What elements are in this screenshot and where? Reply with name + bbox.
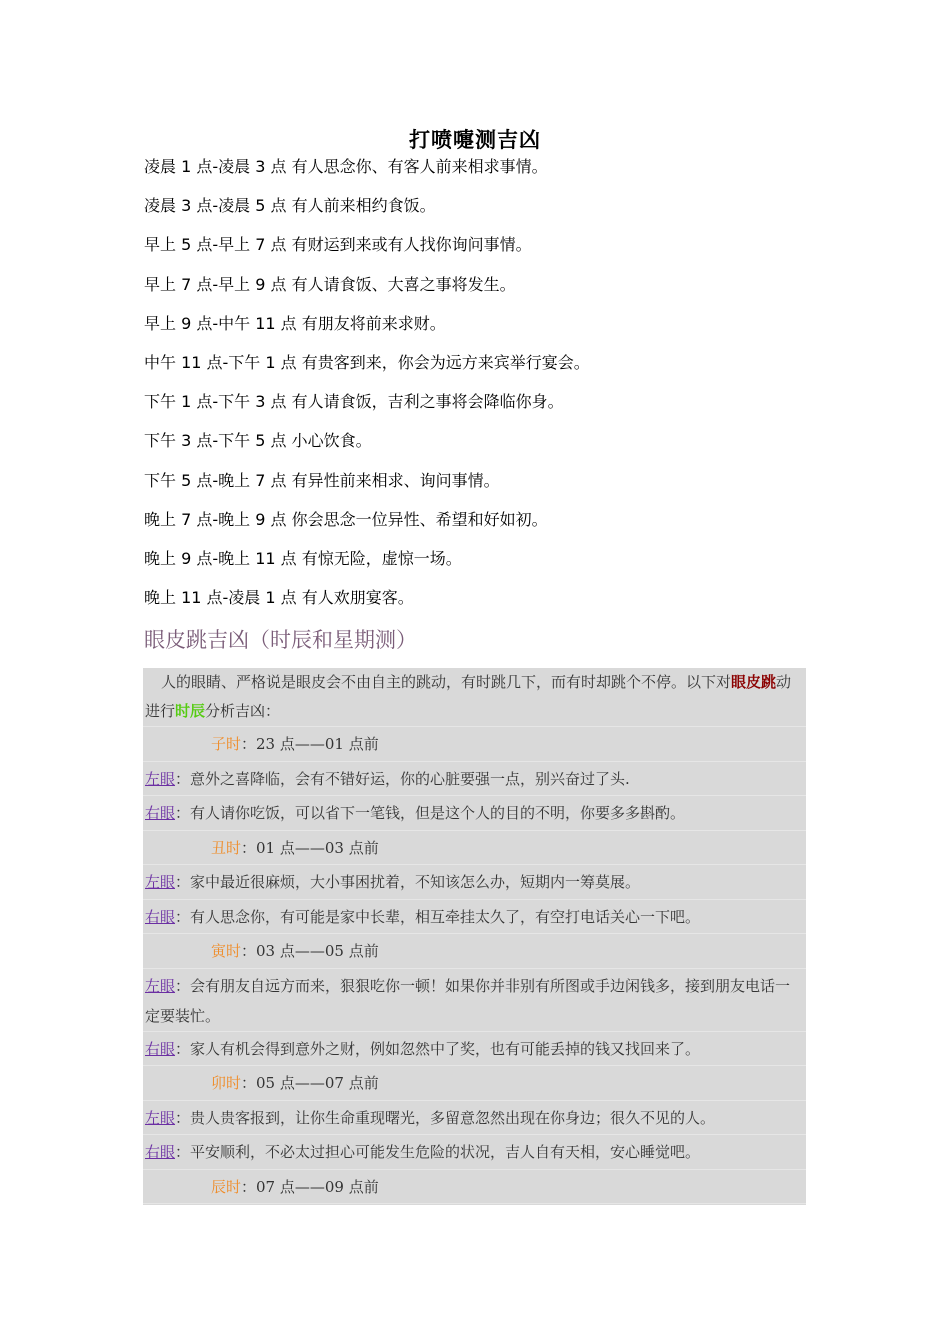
list-item: 下午 1 点-下午 3 点 有人请食饭，吉利之事将会降临你身。 <box>144 392 564 412</box>
section-heading: 眼皮跳吉凶（时辰和星期测） <box>144 628 417 652</box>
list-item: 早上 7 点-早上 9 点 有人请食饭、大喜之事将发生。 <box>144 274 516 294</box>
left-eye-row <box>143 762 806 797</box>
hour-name: 寅时 <box>211 942 242 960</box>
right-eye-text: ：平安顺利，不必太过担心可能发生危险的状况，吉人自有天相，安心睡觉吧。 <box>175 1143 701 1161</box>
hour-heading <box>143 1066 806 1101</box>
right-eye-link[interactable]: 右眼 <box>145 804 176 822</box>
list-item: 晚上 7 点-晚上 9 点 你会思念一位异性、希望和好如初。 <box>144 509 548 529</box>
hour-heading <box>143 727 806 762</box>
hour-heading <box>143 831 806 866</box>
intro-text: 人的眼睛、严格说是眼皮会不由自主的跳动，有时跳几下，而有时却跳个不停。以下对 <box>161 673 732 691</box>
left-eye-row <box>143 1101 806 1136</box>
keyword-hour-link[interactable]: 时辰 <box>175 702 206 720</box>
list-item: 凌晨 1 点-凌晨 3 点 有人思念你、有客人前来相求事情。 <box>144 157 548 176</box>
hour-range: ：23 点——01 点前 <box>241 735 379 753</box>
left-eye-link[interactable]: 左眼 <box>145 873 176 891</box>
right-eye-row <box>143 796 806 831</box>
hour-range: ：03 点——05 点前 <box>241 942 379 960</box>
list-item: 早上 9 点-中午 11 点 有朋友将前来求财。 <box>144 313 446 333</box>
list-item: 晚上 11 点-凌晨 1 点 有人欢朋宴客。 <box>144 588 414 608</box>
list-item: 下午 3 点-下午 5 点 小心饮食。 <box>144 431 372 451</box>
eye-twitch-panel <box>143 668 806 1205</box>
list-item: 下午 5 点-晚上 7 点 有异性前来相求、询问事情。 <box>144 470 500 490</box>
sneeze-list <box>144 155 844 625</box>
left-eye-row <box>143 969 806 1032</box>
hour-heading <box>143 934 806 969</box>
list-item: 中午 11 点-下午 1 点 有贵客到来，你会为远方来宾举行宴会。 <box>144 352 590 372</box>
left-eye-text: ：家中最近很麻烦，大小事困扰着，不知该怎么办，短期内一筹莫展。 <box>175 873 641 891</box>
right-eye-row <box>143 1135 806 1170</box>
right-eye-link[interactable]: 右眼 <box>145 1039 176 1058</box>
left-eye-text: ：会有朋友自远方而来，狠狠吃你一顿！如果你并非别有所图或手边闲钱多，接到朋友电话一定要装忙。 <box>145 976 791 1025</box>
left-eye-text: ：贵人贵客报到，让你生命重现曙光，多留意忽然出现在你身边；很久不见的人。 <box>175 1108 716 1127</box>
right-eye-row <box>143 1032 806 1067</box>
hour-heading <box>143 1170 806 1205</box>
right-eye-text: ：有人请你吃饭，可以省下一笔钱，但是这个人的目的不明，你要多多斟酌。 <box>175 804 686 822</box>
list-item: 早上 5 点-早上 7 点 有财运到来或有人找你询问事情。 <box>144 235 532 255</box>
right-eye-text: ：有人思念你，有可能是家中长辈，相互牵挂太久了，有空打电话关心一下吧。 <box>175 907 701 926</box>
hour-name: 辰时 <box>211 1177 242 1196</box>
page-title: 打喷嚏测吉凶 <box>409 127 541 152</box>
left-eye-row <box>143 865 806 900</box>
list-item: 凌晨 3 点-凌晨 5 点 有人前来相约食饭。 <box>144 196 436 216</box>
keyword-eye-twitch-link[interactable]: 眼皮跳 <box>731 673 777 691</box>
right-eye-row <box>143 900 806 935</box>
hour-range: ：01 点——03 点前 <box>241 838 379 857</box>
right-eye-text: ：家人有机会得到意外之财，例如忽然中了奖，也有可能丢掉的钱又找回来了。 <box>175 1039 701 1058</box>
left-eye-text: ：意外之喜降临，会有不错好运，你的心脏要强一点，别兴奋过了头. <box>175 769 630 788</box>
hour-range: ：05 点——07 点前 <box>241 1074 379 1092</box>
hour-range: ：07 点——09 点前 <box>241 1177 379 1196</box>
left-eye-link[interactable]: 左眼 <box>145 1108 176 1127</box>
left-eye-link[interactable]: 左眼 <box>145 769 176 788</box>
list-item: 晚上 9 点-晚上 11 点 有惊无险，虚惊一场。 <box>144 548 462 568</box>
left-eye-link[interactable]: 左眼 <box>145 976 176 995</box>
right-eye-link[interactable]: 右眼 <box>145 907 176 926</box>
intro-text-middle: 动进行 <box>145 673 792 720</box>
right-eye-link[interactable]: 右眼 <box>145 1143 176 1161</box>
hour-name: 子时 <box>211 735 242 753</box>
hour-name: 卯时 <box>211 1074 242 1092</box>
hour-name: 丑时 <box>211 838 242 857</box>
intro-text-end: 分析吉凶： <box>205 702 281 720</box>
intro-paragraph <box>143 668 806 727</box>
